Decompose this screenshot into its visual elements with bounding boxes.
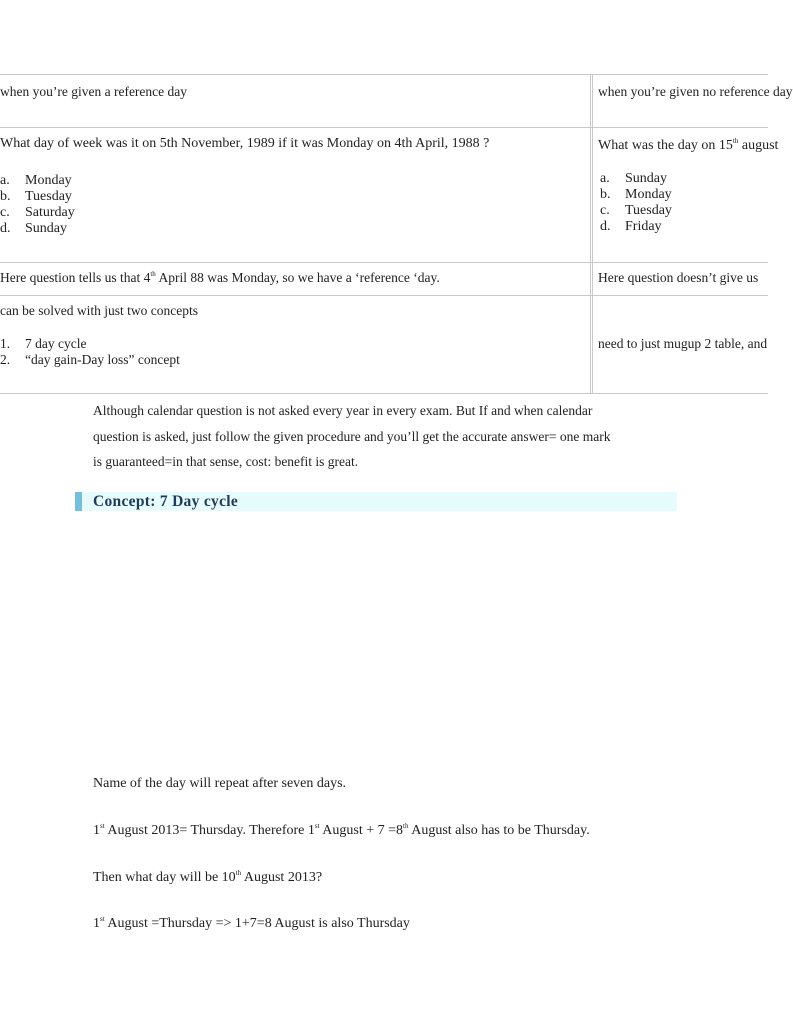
example-text: August + 7 =8: [319, 823, 404, 838]
intro-line-1: Although calendar question is not asked every year in every exam. But If and when calendar: [93, 403, 593, 418]
answer-sup: st: [100, 915, 105, 923]
example-sup: st: [100, 822, 105, 830]
intro-line-2: question is asked, just follow the given procedure and you’ll get the accurate answer= one mark: [93, 428, 611, 444]
table-rule: [0, 262, 768, 263]
concept-item-2: [0, 352, 180, 368]
table-rule: [0, 127, 768, 128]
reference-note-text-end: April 88 was Monday, so we have a ‘reference ‘day.: [155, 270, 440, 285]
body-answer-line: [93, 915, 410, 932]
concept-heading: Concept: 7 Day cycle: [93, 493, 239, 510]
question-sup: th: [235, 869, 242, 877]
option-text: Monday: [25, 173, 72, 188]
col2-header: when you’re given no reference day: [598, 84, 793, 99]
table-rule: [0, 295, 768, 296]
concept-heading-accent: [75, 492, 82, 511]
table-rule: [0, 393, 768, 394]
option-letter: b.: [0, 189, 11, 204]
example-text: August also has to be Thursday.: [408, 823, 590, 838]
reference-note: [0, 270, 440, 286]
body-example-line: [93, 822, 590, 839]
concept-heading-band: [75, 492, 677, 511]
question-1: What day of week was it on 5th November, 1989 if it was Monday on 4th April, 1988 ?: [0, 136, 490, 151]
concept-number: 1.: [0, 336, 11, 351]
option-text: Tuesday: [625, 203, 672, 218]
option-text: Sunday: [25, 221, 67, 236]
intro-paragraph: [93, 398, 673, 475]
reference-note-sup: th: [150, 270, 156, 278]
option-text: Sunday: [625, 171, 667, 186]
example-text: 1: [93, 823, 100, 838]
q2-option-a: [600, 171, 667, 187]
option-text: Friday: [625, 219, 662, 234]
table-rule: [0, 74, 768, 75]
mugup-note: need to just mugup 2 table, and: [598, 336, 768, 351]
option-text: Saturday: [25, 205, 75, 220]
body-repeat-line: Name of the day will repeat after seven days.: [93, 776, 347, 791]
option-letter: c.: [0, 205, 10, 220]
concept-number: 2.: [0, 352, 11, 367]
col1-header: when you’re given a reference day: [0, 84, 188, 99]
option-text: Monday: [625, 187, 672, 202]
option-letter: b.: [600, 187, 611, 202]
q1-option-c: [0, 205, 75, 221]
option-letter: a.: [0, 173, 10, 188]
question-2-sup: th: [732, 137, 739, 145]
option-letter: d.: [0, 221, 11, 236]
q2-option-d: [600, 219, 662, 235]
concept-text: “day gain-Day loss” concept: [25, 352, 180, 367]
table-column-divider: [592, 74, 593, 394]
concept-item-1: [0, 336, 86, 352]
concept-text: 7 day cycle: [25, 336, 87, 351]
example-sup: st: [314, 822, 320, 830]
answer-text: 1: [93, 916, 100, 931]
option-letter: a.: [600, 171, 610, 186]
option-text: Tuesday: [25, 189, 72, 204]
q1-option-a: [0, 173, 72, 189]
question-2: [598, 137, 779, 154]
option-letter: d.: [600, 219, 611, 234]
body-question-line: [93, 869, 322, 886]
q1-option-d: [0, 221, 67, 237]
example-text: August 2013= Thursday. Therefore 1: [104, 823, 315, 838]
example-sup: th: [403, 822, 409, 830]
reference-note-text: Here question tells us that 4: [0, 270, 151, 285]
table-column-divider: [590, 74, 591, 394]
question-2-text: What was the day on 15: [598, 138, 733, 153]
option-letter: c.: [600, 203, 610, 218]
solve-note: can be solved with just two concepts: [0, 303, 198, 318]
answer-text: August =Thursday => 1+7=8 August is also Thursday: [104, 916, 410, 931]
q2-option-b: [600, 187, 672, 203]
intro-line-3: is guaranteed=in that sense, cost: benefit is great.: [93, 454, 359, 469]
comparison-table: [0, 74, 793, 394]
question-2-text-end: august: [738, 138, 779, 153]
q1-option-b: [0, 189, 72, 205]
question-text: August 2013?: [241, 870, 323, 885]
no-reference-note: Here question doesn’t give us: [598, 270, 759, 285]
question-text: Then what day will be 10: [93, 870, 236, 885]
q2-option-c: [600, 203, 672, 219]
